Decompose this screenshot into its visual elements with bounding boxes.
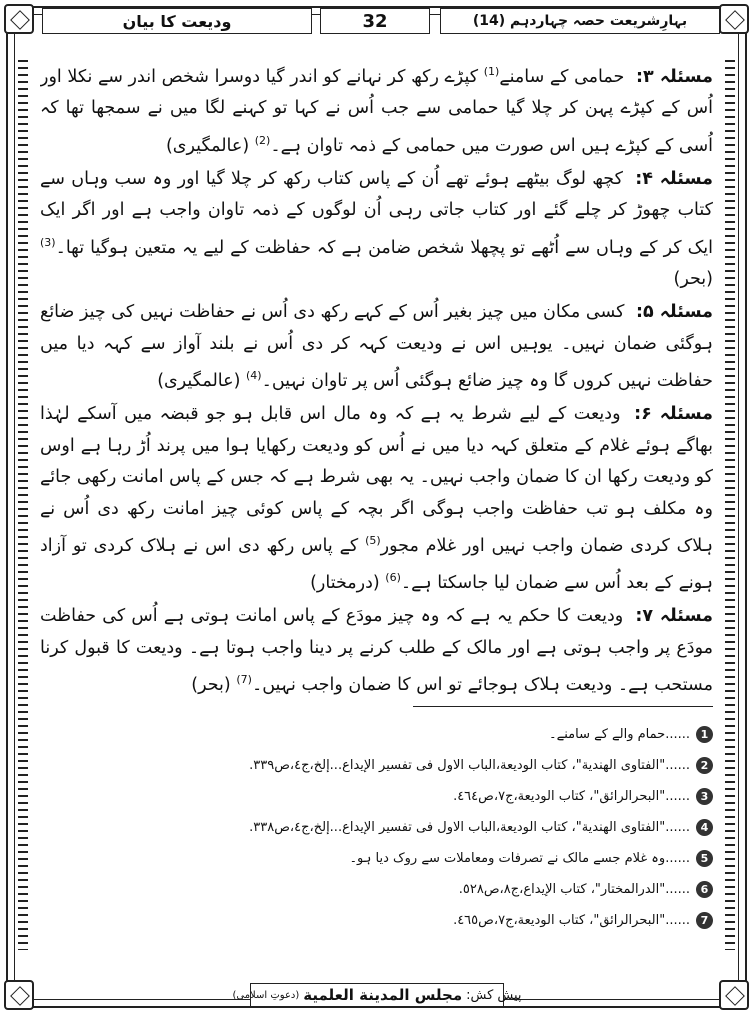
footnote-number-badge: 2 [696,757,713,774]
paragraph-text: حمامی کے سامنے [499,66,625,87]
footnote-text: ......"البحرالرائق"، كتاب الوديعة،ج٧،ص٤٦٤. [453,789,690,804]
page-number-text: 32 [362,10,388,32]
source-citation: (بحر) [673,268,713,289]
footnote-number-badge: 1 [696,726,713,743]
left-border-ornament [18,60,28,950]
corner-ornament-bottom-right [719,980,749,1010]
header-chapter-title [42,8,312,34]
masala-label: مسئلہ ۵: [636,302,713,323]
footer-brand: مجلس المدينة العلمية [303,986,463,1004]
footnotes [60,719,713,936]
footnote-number-badge: 7 [696,912,713,929]
footer-prefix: پیش کش: [466,987,522,1003]
masala-label: مسئلہ ۷: [635,606,713,627]
corner-ornament-top-right [719,4,749,34]
footnote-ref[interactable]: (4) [245,369,262,383]
footnote-item [60,750,713,781]
masala-label: مسئلہ ۳: [635,66,713,87]
paragraph-text: کسی مکان میں چیز بغیر اُس کے کہے رکھ دی اُس نے حفاظت نہیں کی چیز ضائع ہوگئی ضمان نہیں۔ یوہیں اس نے ودیعت کہہ کر دی اُس نے بلند آواز سے کہہ دیا میں حفاظت نہیں کروں گا وہ چیز ضائع ہوگئی اُس پر تاوان نہیں۔ [40,302,713,391]
footnote-item [60,719,713,750]
footnote-number-badge: 3 [696,788,713,805]
paragraph-text: ودیعت کا حکم یہ ہے کہ وہ چیز مودَع کے پاس امانت ہوتی ہے اُس کی حفاظت مودَع پر واجب ہوتی ہے اور مالک کے طلب کرنے پر دینا واجب ہوتا ہے۔ ودیعت کا قبول کرنا مستحب ہے۔ ودیعت ہلاک ہوجائے تو اس کا ضمان واجب نہیں۔ [40,606,713,696]
footnote-number-badge: 5 [696,850,713,867]
footnote-ref[interactable]: (5) [365,534,381,547]
footnote-item [60,905,713,936]
paragraph-masala-3 [40,56,713,162]
footnote-text: ......حمام والے کے سامنے۔ [548,727,690,742]
footnote-number-badge: 4 [696,819,713,836]
footnote-divider [413,706,713,707]
paragraph-masala-4 [40,164,713,295]
paragraph-text: کے پاس رکھ دی اس نے ہلاک کردی تو آزاد ہونے کے بعد اُس سے ضمان لیا جاسکتا ہے۔ [40,535,713,594]
paragraph-masala-5 [40,297,713,397]
corner-ornament-bottom-left [4,980,34,1010]
paragraph-text: ودیعت کے لیے شرط یہ ہے کہ وہ مال اس قابل ہو جو قبضہ میں آسکے لہٰذا بھاگے ہوئے غلام کے متعلق کہہ دیا میں نے اُس کو ودیعت رکھایا ہوا میں پرند اُڑ رہا ہے اوس کو ودیعت رکھا ان کا ضمان واجب نہیں۔ یہ بھی شرط ہے کہ جس کے پاس امانت رکھی جائے وہ مکلف ہو تب حفاظت واجب ہوگی اگر بچہ کے پاس کوئی چیز امانت رکھ دی اُس نے ہلاک کردی ضمان واجب نہیں اور غلام مجور [40,404,713,556]
footnote-text: ......"الفتاوی الهندية"، كتاب الوديعة،الباب الاول فی تفسير الإيداع...إلخ،ج٤،ص٣٣٩. [249,758,690,773]
page-number [320,8,430,34]
footnote-ref[interactable]: (7) [236,673,252,687]
right-border-ornament [725,60,735,950]
footnote-item [60,781,713,812]
footnote-ref[interactable]: (3) [40,235,56,249]
book-title-text: بہارِشریعت حصہ چہاردہم (14) [472,13,688,29]
footnote-ref[interactable]: (1) [483,65,500,78]
header-book-title [440,8,720,34]
paragraph-masala-7 [40,601,713,696]
footer-publisher [232,983,522,1007]
footnote-ref[interactable]: (6) [385,571,401,585]
source-citation: (درمختار) [310,573,380,594]
footnote-ref[interactable]: (2) [254,133,271,147]
footnote-text: ......"الدرالمختار"، كتاب الإيداع،ج٨،ص٥٢٨. [458,882,690,897]
footnote-item [60,843,713,874]
footnote-text: ......"البحرالرائق"، كتاب الوديعة،ج٧،ص٤٦٥. [453,913,690,928]
footnote-item [60,812,713,843]
source-citation: (بحر) [191,675,231,696]
paragraph-masala-6 [40,399,713,599]
chapter-title-text: ودیعت کا بیان [122,11,232,31]
footer-subtitle: (دعوتِ اسلامی) [232,989,300,1001]
footnote-item [60,874,713,905]
corner-ornament-top-left [4,4,34,34]
source-citation: (عالمگیری) [165,135,250,156]
masala-label: مسئلہ ۴: [635,168,713,189]
footnote-text: ......وہ غلام جسے مالک نے تصرفات ومعاملات سے روک دیا ہو۔ [349,851,690,866]
footnote-text: ......"الفتاوی الهندية"، كتاب الوديعة،الباب الاول فی تفسير الإيداع...إلخ،ج٤،ص٣٣٨. [249,820,690,835]
footnote-number-badge: 6 [696,881,713,898]
paragraph-text: کپڑے رکھ کر نہانے کو اندر گیا دوسرا شخص اندر سے نکلا اور اُس کے کپڑے پہن کر چلا گیا حمامی سے جب اُس نے کہا تو کہنے لگا میں نے سمجھا تھا کہ اُسی کے کپڑے ہیں اس صورت میں حمامی کے ذمہ تاوان ہے۔ [40,66,713,156]
masala-label: مسئلہ ۶: [634,404,713,425]
paragraph-text: کچھ لوگ بیٹھے ہوئے تھے اُن کے پاس کتاب رکھ کر چلا گیا اور وہ سب وہاں سے کتاب چھوڑ کر چلے گئے اور کتاب جاتی رہی اُن لوگوں کے ذمہ تاوان واجب ہے اور اگر ایک ایک کر کے وہاں سے اُٹھے تو پچھلا شخص ضامن ہے کہ حفاظت کے لیے یہ متعین ہوگیا تھا۔ [40,168,713,258]
main-text [40,56,713,696]
source-citation: (عالمگیری) [157,370,241,391]
